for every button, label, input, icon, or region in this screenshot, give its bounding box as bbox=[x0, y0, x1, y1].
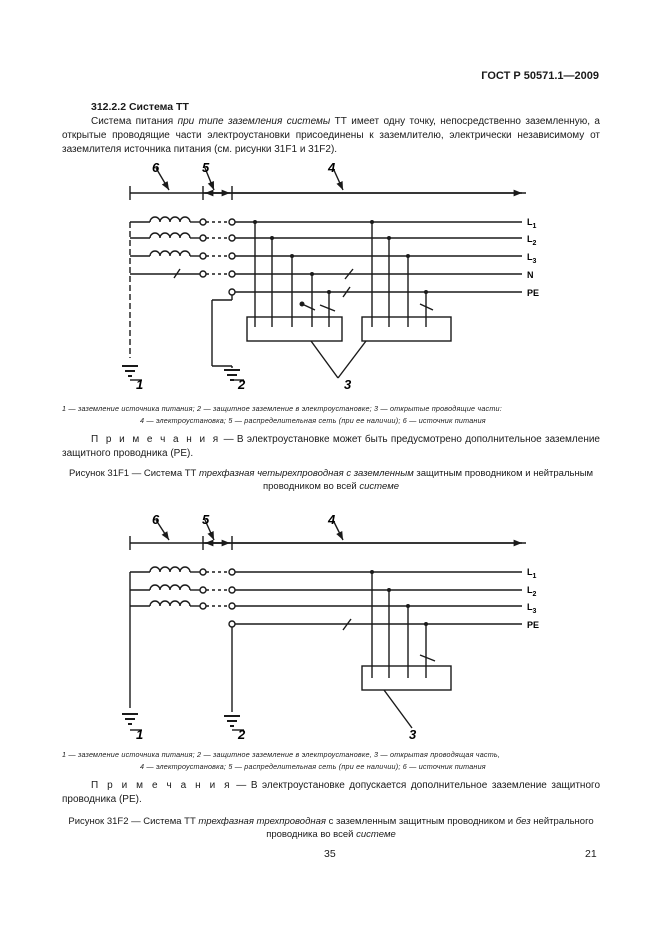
intro-text-start: Система питания bbox=[91, 116, 178, 127]
wire-label-pe: PE bbox=[527, 620, 540, 630]
callout-6: 6 bbox=[152, 160, 160, 175]
callout-5: 5 bbox=[202, 512, 210, 527]
wire-label-n: N bbox=[527, 270, 534, 280]
callout-1: 1 bbox=[136, 727, 144, 742]
callout-5: 5 bbox=[202, 160, 210, 175]
callout-1: 1 bbox=[136, 377, 144, 392]
figure1-legend-line2: 4 — электроустановка; 5 — распределительная сеть (при ее наличии); 6 — источник питания bbox=[140, 416, 486, 425]
callout-6: 6 bbox=[152, 512, 160, 527]
figure1-caption: Рисунок 31F1 — Система ТТ трехфазная четырехпроводная с заземленным защитным проводником и нейтральным проводником во всей системе bbox=[68, 468, 594, 492]
callout-2: 2 bbox=[238, 377, 246, 392]
intro-text-end: ТТ имеет одну точку, непосредственно заземленную, а открытые проводящие части электроустановки присоединены к заземлителю, электрически независимому от заземлителя источника питания (см. рисунки 31F1 и 31F2). bbox=[62, 116, 600, 155]
figure2-legend-line1: 1 — заземление источника питания; 2 — защитное заземление в электроустановке, 3 — открытая проводящая часть, bbox=[62, 750, 501, 759]
figure2-note bbox=[62, 779, 600, 807]
section-title: 312.2.2 Система ТТ bbox=[91, 101, 189, 113]
intro-text-italic: при типе заземления системы bbox=[177, 116, 331, 127]
wire-label-pe: PE bbox=[527, 288, 540, 298]
wire-label-l2: $L_2$ bbox=[527, 234, 537, 247]
wire-label-l2: $L_2$ bbox=[527, 585, 537, 598]
callout-3: 3 bbox=[409, 727, 417, 742]
wire-label-l3: $L_3$ bbox=[527, 602, 537, 615]
page-number-right: 21 bbox=[585, 848, 597, 860]
wire-label-l1: $L_1$ bbox=[527, 217, 537, 230]
figure1-legend-line1: 1 — заземление источника питания; 2 — защитное заземление в электроустановке; 3 — открытые проводящие части: bbox=[62, 404, 502, 413]
callout-4: 4 bbox=[328, 512, 336, 527]
figure1-note-label: П р и м е ч а н и я bbox=[91, 434, 221, 445]
page-number-center: 35 bbox=[324, 848, 336, 860]
wire-label-l1: $L_1$ bbox=[527, 567, 537, 580]
ground-icon bbox=[122, 714, 240, 726]
figure2-caption: Рисунок 31F2 — Система ТТ трехфазная трехпроводная с заземленным защитным проводником и без нейтрального проводника во всей системе bbox=[68, 816, 594, 840]
figure2-legend bbox=[62, 749, 600, 773]
callout-4: 4 bbox=[328, 160, 336, 175]
figure2-legend-line2: 4 — электроустановка; 5 — распределительная сеть (при ее наличии); 6 — источник питания bbox=[140, 762, 486, 771]
callout-2: 2 bbox=[238, 727, 246, 742]
callout-3: 3 bbox=[344, 377, 352, 392]
figure1-note-text: — В электроустановке может быть предусмотрено дополнительное заземление защитного проводника (PE). bbox=[62, 434, 600, 459]
document-header: ГОСТ Р 50571.1—2009 bbox=[481, 70, 599, 82]
figure2-note-label: П р и м е ч а н и я bbox=[91, 780, 232, 791]
wire-label-l3: $L_3$ bbox=[527, 252, 537, 265]
figure2-note-text: — В электроустановке допускается дополнительное заземление защитного проводника (PE). bbox=[62, 780, 601, 805]
